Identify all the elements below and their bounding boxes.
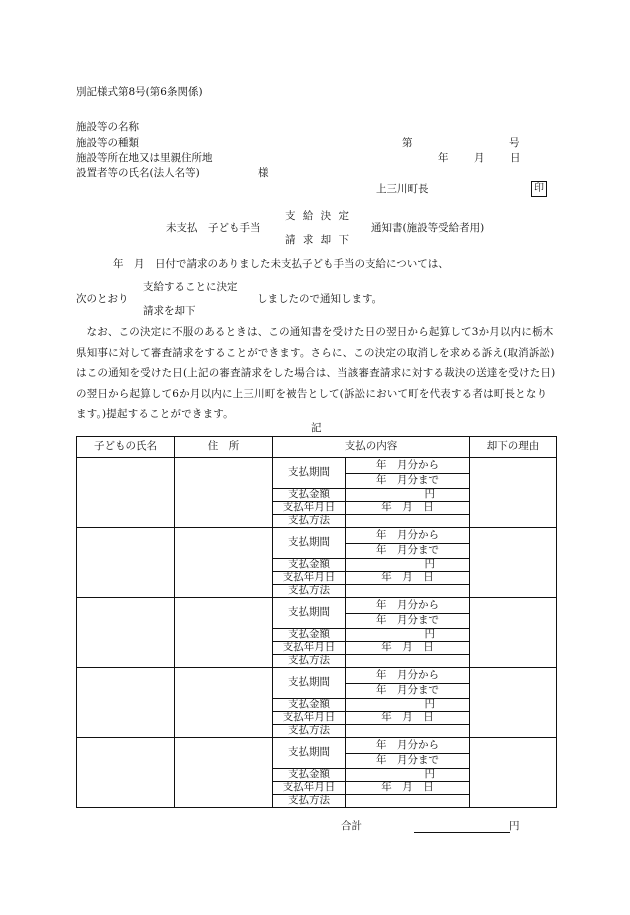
- child-name-cell[interactable]: [77, 668, 175, 738]
- body-line-2-decision: 支給することに決定: [143, 281, 238, 293]
- title-decision-option: 支 給 決 定: [285, 210, 352, 222]
- method-label: 支払方法: [273, 725, 346, 738]
- doc-no-prefix: 第: [402, 137, 413, 149]
- pay-date-value: 年 月 日: [346, 712, 470, 725]
- address-cell[interactable]: [175, 738, 273, 808]
- method-label: 支払方法: [273, 795, 346, 808]
- payment-table: [76, 436, 557, 808]
- method-label: 支払方法: [273, 515, 346, 528]
- child-name-cell[interactable]: [77, 528, 175, 598]
- pay-date-value: 年 月 日: [346, 502, 470, 515]
- header-child-name: 子どもの氏名: [77, 437, 175, 458]
- pay-date-value: 年 月 日: [346, 572, 470, 585]
- method-value[interactable]: [346, 655, 470, 668]
- title-left: 未支払 子ども手当: [166, 222, 261, 234]
- period-from: 年 月分から: [346, 668, 470, 684]
- period-from: 年 月分から: [346, 738, 470, 754]
- period-to: 年 月分まで: [346, 473, 470, 489]
- period-to: 年 月分まで: [346, 683, 470, 699]
- total-amount-line: [414, 820, 510, 833]
- child-name-cell[interactable]: [77, 598, 175, 668]
- rejection-reason-cell[interactable]: [470, 528, 557, 598]
- pay-date-label: 支払年月日: [273, 502, 346, 515]
- facility-name-label: 施設等の名称: [76, 121, 139, 133]
- payment-group-row: [77, 458, 557, 474]
- pay-date-label: 支払年月日: [273, 712, 346, 725]
- period-to: 年 月分まで: [346, 543, 470, 559]
- period-label: 支払期間: [273, 738, 346, 769]
- amount-label: 支払金額: [273, 489, 346, 502]
- form-id: 別記様式第8号(第6条関係): [76, 86, 203, 98]
- facility-type-label: 施設等の種類: [76, 137, 139, 149]
- amount-label: 支払金額: [273, 629, 346, 642]
- body-line-2-suffix: しましたので通知します。: [257, 293, 383, 305]
- body-line-1: 年 月 日付で請求のありました未支払子ども手当の支給については、: [113, 258, 449, 270]
- period-label: 支払期間: [273, 458, 346, 489]
- period-to: 年 月分まで: [346, 753, 470, 769]
- total-unit: 円: [509, 820, 520, 832]
- period-from: 年 月分から: [346, 528, 470, 544]
- method-value[interactable]: [346, 725, 470, 738]
- amount-yen: 円: [346, 699, 470, 712]
- rejection-reason-cell[interactable]: [470, 668, 557, 738]
- amount-label: 支払金額: [273, 699, 346, 712]
- period-label: 支払期間: [273, 668, 346, 699]
- period-from: 年 月分から: [346, 598, 470, 614]
- method-value[interactable]: [346, 585, 470, 598]
- owner-honorific: 様: [258, 167, 269, 179]
- pay-date-label: 支払年月日: [273, 572, 346, 585]
- payment-group-row: [77, 738, 557, 754]
- amount-yen: 円: [346, 489, 470, 502]
- method-label: 支払方法: [273, 585, 346, 598]
- date-month: 月: [474, 152, 485, 164]
- pay-date-value: 年 月 日: [346, 782, 470, 795]
- period-label: 支払期間: [273, 528, 346, 559]
- owner-name-label: 設置者等の氏名(法人名等): [76, 167, 200, 179]
- title-right: 通知書(施設等受給者用): [371, 222, 485, 234]
- header-address: 住 所: [175, 437, 273, 458]
- ki-mark: 記: [311, 422, 322, 434]
- period-to: 年 月分まで: [346, 613, 470, 629]
- total-label: 合計: [341, 820, 362, 832]
- period-from: 年 月分から: [346, 458, 470, 474]
- child-name-cell[interactable]: [77, 738, 175, 808]
- doc-no-suffix: 号: [509, 137, 520, 149]
- method-value[interactable]: [346, 515, 470, 528]
- address-cell[interactable]: [175, 598, 273, 668]
- amount-yen: 円: [346, 629, 470, 642]
- header-payment-details: 支払の内容: [273, 437, 470, 458]
- pay-date-label: 支払年月日: [273, 782, 346, 795]
- period-label: 支払期間: [273, 598, 346, 629]
- address-cell[interactable]: [175, 458, 273, 528]
- body-line-2-rejection: 請求を却下: [143, 305, 196, 317]
- facility-address-label: 施設等所在地又は里親住所地: [76, 152, 213, 164]
- amount-label: 支払金額: [273, 769, 346, 782]
- method-label: 支払方法: [273, 655, 346, 668]
- rejection-reason-cell[interactable]: [470, 598, 557, 668]
- pay-date-label: 支払年月日: [273, 642, 346, 655]
- payment-group-row: [77, 598, 557, 614]
- date-year: 年: [438, 152, 449, 164]
- payment-group-row: [77, 668, 557, 684]
- title-rejection-option: 請 求 却 下: [285, 234, 352, 246]
- method-value[interactable]: [346, 795, 470, 808]
- body-line-2-prefix: 次のとおり: [76, 293, 129, 305]
- child-name-cell[interactable]: [77, 458, 175, 528]
- rejection-reason-cell[interactable]: [470, 738, 557, 808]
- address-cell[interactable]: [175, 528, 273, 598]
- header-rejection-reason: 却下の理由: [470, 437, 557, 458]
- amount-label: 支払金額: [273, 559, 346, 572]
- appeal-notice: なお、この決定に不服のあるときは、この通知書を受けた日の翌日から起算して3か月以内に栃木県知事に対して審査請求をすることができます。さらに、この決定の取消しを求める訴え(取消訴訟)はこの通知を受けた日(上記の審査請求をした場合は、当該審査請求に対する裁決の送達を受けた日)の翌日から起算して6か月以内に上三川町を被告として(訴訟において町を代表する者は町長となります。)提起することができます。: [76, 326, 556, 420]
- issuer-name: 上三川町長: [376, 183, 429, 195]
- pay-date-value: 年 月 日: [346, 642, 470, 655]
- amount-yen: 円: [346, 769, 470, 782]
- payment-group-row: [77, 528, 557, 544]
- rejection-reason-cell[interactable]: [470, 458, 557, 528]
- amount-yen: 円: [346, 559, 470, 572]
- total-underline: [414, 820, 510, 833]
- table-header-row: [77, 437, 557, 458]
- date-day: 日: [510, 152, 521, 164]
- seal-stamp: 印: [531, 181, 547, 197]
- address-cell[interactable]: [175, 668, 273, 738]
